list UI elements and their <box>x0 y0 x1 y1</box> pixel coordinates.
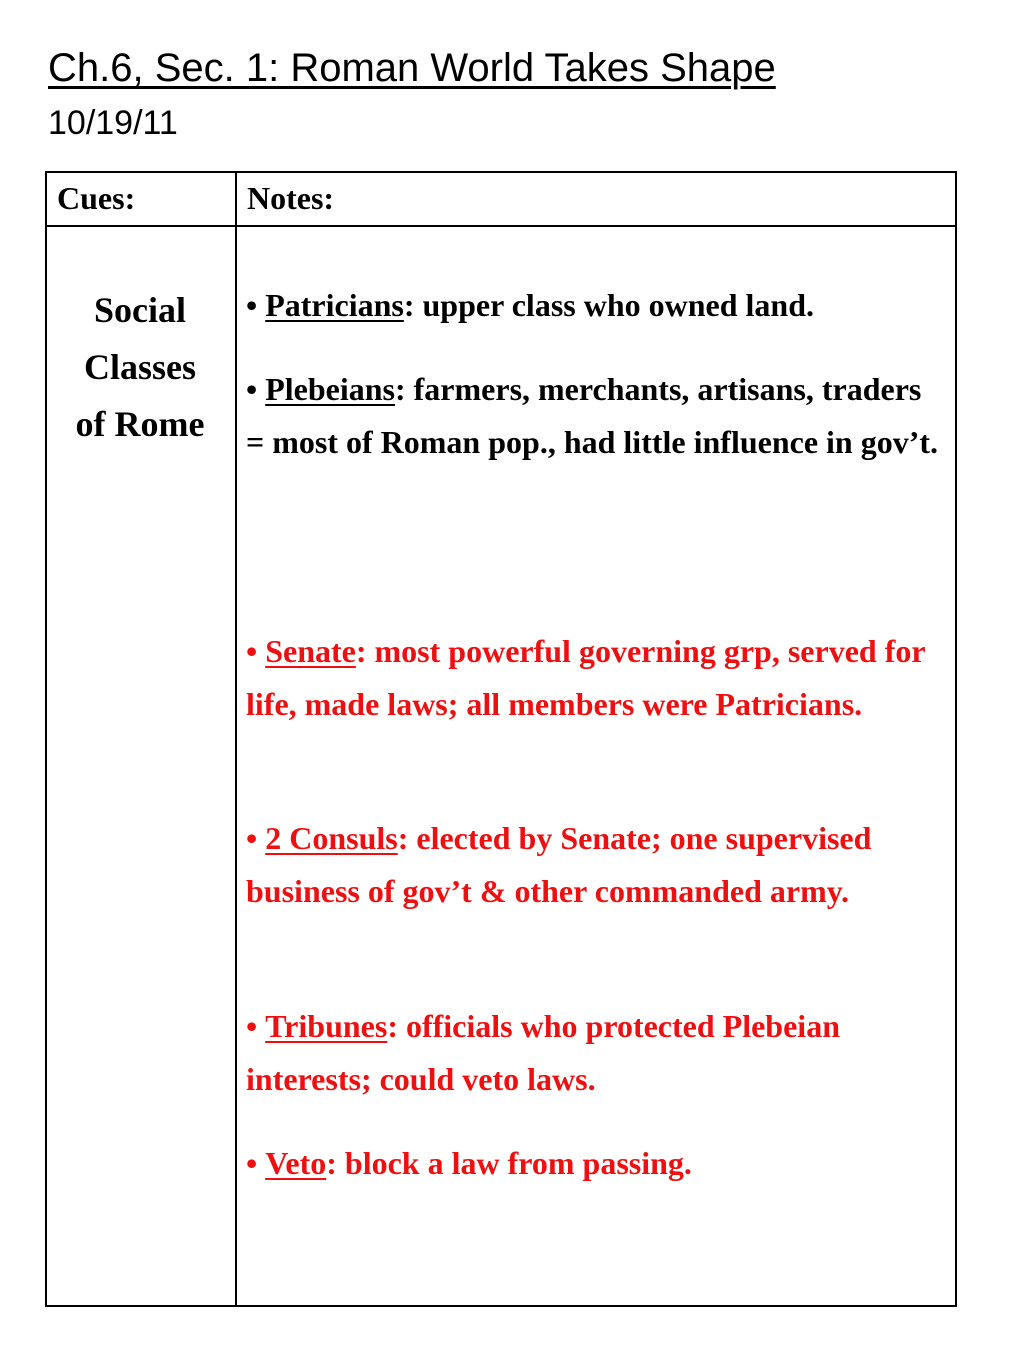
bullet: • <box>246 633 258 669</box>
note-senate <box>246 625 946 730</box>
note-definition: : officials who protected Plebeian interests; could veto laws. <box>246 1008 840 1097</box>
cue-social-classes <box>47 282 233 453</box>
note-plebeians <box>246 363 946 468</box>
bullet: • <box>246 371 258 407</box>
page-date: 10/19/11 <box>48 104 178 142</box>
note-term: Veto <box>265 1145 327 1181</box>
note-veto <box>246 1137 946 1190</box>
page-title-text: Ch.6, Sec. 1: Roman World Takes Shape <box>48 46 776 90</box>
note-term: 2 Consuls <box>265 820 398 856</box>
note-definition: : farmers, merchants, artisans, traders = most of Roman pop., had little influence in gov’t. <box>246 371 939 460</box>
cue-line: of Rome <box>75 404 205 444</box>
page-title <box>48 44 776 92</box>
note-definition: : elected by Senate; one supervised business of gov’t & other commanded army. <box>246 820 872 909</box>
notes-header: Notes: <box>247 180 335 216</box>
cue-line: Classes <box>83 347 196 387</box>
note-definition: : most powerful governing grp, served for life, made laws; all members were Patricians. <box>246 633 925 722</box>
note-term: Tribunes <box>265 1008 388 1044</box>
note-definition: : block a law from passing. <box>326 1145 692 1181</box>
cue-line: Social <box>93 290 186 330</box>
note-definition: : upper class who owned land. <box>403 287 815 323</box>
note-term: Patricians <box>265 287 404 323</box>
bullet: • <box>246 820 258 856</box>
note-term: Senate <box>265 633 356 669</box>
note-consuls <box>246 812 946 917</box>
note-tribunes <box>246 1000 946 1105</box>
bullet: • <box>246 1145 258 1181</box>
bullet: • <box>246 1008 258 1044</box>
cues-header: Cues: <box>57 180 136 216</box>
note-term: Plebeians <box>265 371 395 407</box>
bullet: • <box>246 287 258 323</box>
header-divider <box>45 225 957 227</box>
note-patricians <box>246 279 946 332</box>
